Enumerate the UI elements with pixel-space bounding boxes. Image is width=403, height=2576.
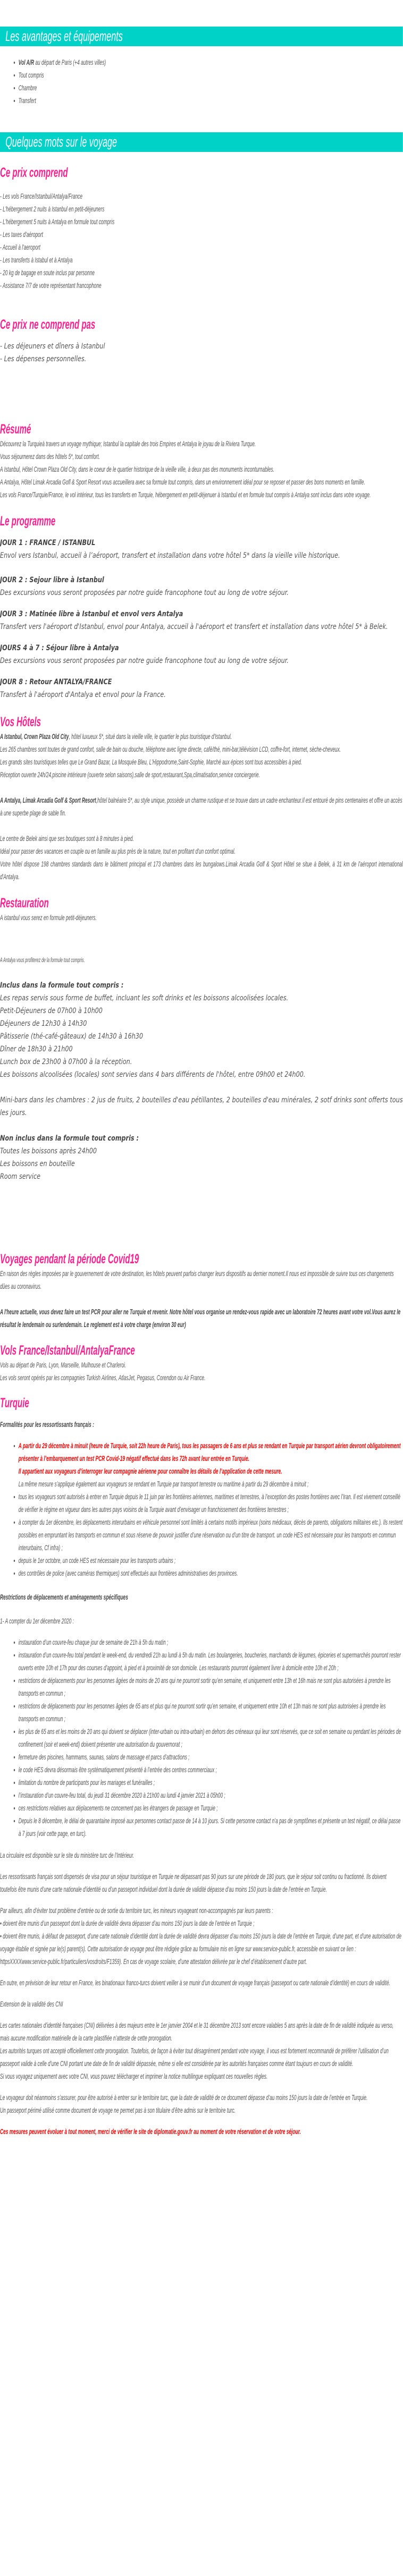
day-title: JOUR 8 : Retour ANTALYA/FRANCE — [0, 678, 112, 686]
day-title: JOUR 2 : Sejour libre à Istanbul — [0, 576, 104, 584]
advantage-text: au départ de Paris (+4 autres villes) — [34, 58, 106, 66]
list-item: • l’instauration d’un couvre-feu total, du jeudi 31 décembre 2020 à 21h00 au lundi 4 janvier 2021 à 05h00 ; — [19, 1789, 403, 1801]
list-item: • à compter du 1er décembre, les déplacements interurbains en véhicule personnel sont limités à certains motifs impérieux (soins médicaux, décès de parents, obligations militaires etc.). Ils restent possibles en empruntant les transports en commun et sous réserve de pouvoir justifier d’une réservation ou d’un titre de transport. un code HES est nécessaire pour les transports en commun interurbains, Cf infra) ; — [19, 1516, 403, 1554]
list-item: • le code HES devra désormais être systématiquement présenté à l’entrée des centres commerciaux ; — [19, 1763, 403, 1776]
traveler-text: Le voyageur doit néanmoins s’assurer, pour être autorisé à entrer sur le territoire turc, que la date de validité de ce document dépasse d’au moins 150 jours la date de l’entrée en Turquie. — [0, 2093, 368, 2102]
list-item: - L'hébergement 5 nuits à Antalya en formule tout compris — [0, 217, 115, 226]
covid-text: En raison des règles imposées par le gouvernement de votre destination, les hôtels peuvent parfois changer leurs dispositifs au dernier moment.Il nous est impossible de suivre tous ces changements dûes au coronavirus. — [0, 1269, 394, 1290]
program-title: Le programme — [0, 514, 56, 529]
traveler-text: Un passeport périmé utilisé comme document de voyage ne permet pas à son titulaire d’être admis sur le territoire turc. — [0, 2106, 236, 2114]
advantages-list — [0, 56, 403, 107]
day-text: Des excursions vous seront proposées par notre guide francophone tout au long de votre séjour. — [0, 657, 289, 665]
list-item: - Accueil à l'aeroport — [0, 243, 40, 251]
hotel-text: Votre hôtel dispose 198 chambres standards dans le bâtiment principal et 173 chambres dans les bungalows.Limak Arcadia Golf & Sport Hôtel se situe à Belek, à 31 km de l'aéroport international d'Antalya. — [0, 860, 403, 881]
restrictions-title: Restrictions de déplacements et aménagements spécifiques — [0, 1593, 128, 1601]
list-item: - Les vols France/Istanbul/Antalya/France — [0, 192, 83, 200]
advantage-bold: Vol A/R — [18, 58, 35, 66]
summary-title: Résumé — [0, 422, 31, 437]
formalities-label: Formalités pour les ressortissants français : — [0, 1420, 94, 1429]
list-item: • Chambre — [19, 81, 403, 94]
cni-text: Les cartes nationales d’identité françaises (CNI) délivrées à des majeurs entre le 1er janvier 2004 et le 31 décembre 2013 sont encore valables 5 ans après la date de fin de validité indiquée au verso, mais aucune modification matérielle de la carte plastifiée n’atteste de cette prorogation. — [0, 2021, 394, 2042]
program-day — [0, 642, 403, 667]
visa-text: Les ressortissants français sont dispensés de visa pour un séjour touristique en Turquie ne dépassant pas 90 jours sur une période de 180 jours, que le séjour soit continu ou fractionné. Ils doivent toutefois être munis d’une carte nationale d’identité ou d’un passeport individuel dont la durée de validité dépasse d’au moins 150 jours la date de l’entrée en Turquie. — [0, 1872, 387, 1893]
program-day — [0, 676, 403, 701]
restauration-antalya: A Antalya vous profiterez de la formule tout compris. — [0, 957, 85, 964]
summary-paragraph: Vous séjournerez dans des hôtels 5*, tout comfort. — [0, 452, 100, 461]
list-item: • depuis le 1er octobre, un code HES est nécessaire pour les transports urbains ; — [19, 1554, 403, 1567]
restauration-details — [0, 979, 403, 1183]
summary-section — [0, 421, 403, 529]
minibar-text: Mini-bars dans les chambres : 2 jus de fruits, 2 bouteilles d'eau pétillantes, 2 bouteilles d'eau minérales, 2 sotf drinks sont offerts tous les jours. — [0, 1096, 403, 1117]
restauration-title: Restauration — [0, 896, 49, 911]
hotel-text: Les grands sites touristiques telles que Le Grand Bazar, La Mosquée Bleu, L'Hippodrome,Saint-Sophie, Marché aux épices sont tous accessibles à pied. — [0, 758, 303, 766]
list-item: • Tout compris — [19, 69, 403, 81]
warning-text: Ces mesures peuvent évoluer à tout moment, merci de vérifier le site de diplomatie.gouv.fr au moment de votre réservation et de votre séjour. — [0, 2127, 301, 2136]
hotel-name: A Antalya, Limak Arcadia Golf & Sport Resort — [0, 796, 96, 804]
flights-text: Vols au départ de Paris, Lyon, Marseille, Mulhouse et Charleroi. — [0, 1361, 127, 1369]
restrictions-list — [0, 1636, 403, 1840]
cni-text: Si vous voyagez uniquement avec votre CNI, vous pouvez télécharger et imprimer la notice multilingue expliquant ces nouvelles règles. — [0, 2072, 268, 2080]
circulaire-text: La circulaire est disponible sur le site du ministère turc de l’Intérieur. — [0, 1851, 135, 1859]
program-day — [0, 608, 403, 633]
list-item: • fermeture des piscines, hammams, saunas, salons de massage et parcs d’attractions ; — [19, 1750, 403, 1763]
hotel-antalya — [0, 794, 403, 819]
flights-text: Les vols seront opérés par les compagnies Turkish Airlines, AtlasJet, Pegasus, Corendon ou Air France. — [0, 1373, 206, 1382]
formalities-list — [0, 1439, 403, 1579]
excluded-item: Les boissons en bouteille — [0, 1160, 75, 1168]
minors-item: • doivent être munis d’un passeport dont la durée de validité devra dépasser d’au moins 150 jours la date de l’entrée en Turquie ; — [0, 1919, 255, 1927]
list-item: - Les déjeuners et dîners à Istanbul — [0, 342, 105, 351]
summary-paragraph: Les vols France/Turquie/France, le vol intérieur, tous les transferts en Turquie, hébergement en petit-déjenuer à Istanbul et en formule tout compris à Antalya sont inclus dans votre voyage. — [0, 490, 371, 499]
binationals-text: En outre, en prévision de leur retour en France, les binationaux franco-turcs doivent veiller à se munir d’un document de voyage français (passeport ou carte nationale d’identité) en cours de validité. — [0, 1978, 391, 1987]
list-item: • tous les voyageurs sont autorisés à entrer en Turquie depuis le 11 juin par les frontières aériennes, maritimes et terrestres, à l’exception des postes frontières avec l’Iran. Il est vivement conseillé de vérifier le régime en vigueur dans les autres pays voisins de la Turquie avant d’envisager un franchissement des frontières terrestres ; — [19, 1490, 403, 1516]
list-item: • Transfert — [19, 94, 403, 107]
summary-paragraph: A Istanbul, Hôtel Crown Plaza Old City, dans le coeur de le quartier historique de la vieille ville, à deux pas des monuments inconturnables. — [0, 465, 274, 473]
day-title: JOUR 3 : Matinée libre à Istanbul et envol vers Antalya — [0, 610, 183, 618]
included-item: Pâtisserie (thé-café-gâteaux) de 14h30 à 16h30 — [0, 1032, 144, 1041]
info-section — [0, 1251, 403, 2138]
minors-item: • doivent être munis, à défaut de passeport, d’une carte nationale d’identité dont la durée de validité devra dépasser d’au moins 150 jours la date de l’entrée en Turquie, d’une part, et d’une autorisation de voyage établie et signée par le(s) parent(s). Cette autorisation de voyage peut être rédigée grâce au formulaire mis en ligne sur www.service-public.fr, accessible en suivant ce lien : httpsXXXXwww.service-public.fr/particuliers/vosdroits/F1359). En cas de voyage scolaire, d’une attestation délivrée par le chef d’établissement d’autre part. — [0, 1932, 402, 1966]
restauration-istanbul: A istanbul vous serez en formule petit-déjeuners. — [0, 913, 97, 922]
day-title: JOUR 1 : FRANCE / ISTANBUL — [0, 539, 96, 547]
summary-paragraph: A Antalya, Hôtel Limak Arcadia Gofl & Sport Resort vous accueillera avec sa formule tout compris, dans un environnement idéal pour se reposer et passer des bons moments en famille. — [0, 478, 365, 486]
list-item: • restrictions de déplacements pour les personnes âgées de 65 ans et plus qui ne pourront sortir qu’en semaine, et uniquement entre 10h et 13h mais ne sont plus autorisées à prendre les transports en commun ; — [19, 1699, 403, 1725]
hotels-title: Vos Hôtels — [0, 715, 41, 729]
alert-text: Il appartient aux voyageurs d’interroger leur compagnie aérienne pour connaître les détails de l’application de cette mesure. — [18, 1467, 282, 1475]
hotel-text: , hôtel luxueux 5*, situé dans la vieille ville, le quartier le plus touristique d'Istanbul. — [69, 732, 232, 741]
minors-intro: Par ailleurs, afin d’éviter tout problème d’entrée ou de sortie du territoire turc, les mineurs voyageant non-accompagnés par leurs parents : — [0, 1906, 273, 1915]
included-title: Inclus dans la formule tout compris : — [0, 981, 124, 990]
list-item: • limitation du nombre de participants pour les mariages et funérailles ; — [19, 1776, 403, 1789]
list-item: • ces restrictions relatives aux déplacements ne concernent pas les étrangers de passage en Turquie ; — [19, 1801, 403, 1814]
hotel-name: A Istanbul, Crown Plaza Old City — [0, 732, 69, 741]
covid-title: Voyages pendant la période Covid19 — [0, 1252, 139, 1266]
list-item: - L'hébergement 2 nuits à Istanbul en petit-déjeuners — [0, 205, 105, 213]
included-item: Dîner de 18h30 à 21h00 — [0, 1045, 73, 1053]
summary-paragraph: Découvrez la Turquieà travers un voyage mythique; Istanbul la capitale des trois Empires et Antalya le joyau de la Riviera Turque. — [0, 439, 256, 448]
program-day — [0, 574, 403, 599]
advantages-section — [0, 27, 403, 333]
hotel-text: Réception ouverte 24h/24,piscine intérieure (ouverte selon saisons),salle de sport,restaurant,Spa,climatisation,service conciergerie. — [0, 770, 260, 779]
cni-title: Extension de la validité des CNI — [0, 2000, 63, 2008]
list-item — [19, 56, 403, 69]
list-item: • Depuis le 8 décembre, le délai de quarantaine imposé aux personnes contact passe de 14 à 10 jours. Si cette personne contact n’a pas de symptômes et présente un test négatif, ce délai passe à 7 jours (voir cette page, en turc). — [19, 1814, 403, 1840]
hotels-section — [0, 714, 403, 967]
list-item: - Assistance 7/7 de votre représentant francophone — [0, 281, 102, 290]
alert-text: A partir du 29 décembre à minuit (heure de Turquie, soit 22h heure de Paris), tous les passagers de 6 ans et plus se rendant en Turquie par transport aérien devront obligatoirement présenter à l’embarquement un test PCR Covid-19 négatif effectué dans les 72h avant leur entrée en Turquie. — [18, 1441, 401, 1463]
flights-title: Vols France/Istanbul/AntalyaFrance — [0, 1343, 135, 1358]
program-day — [0, 537, 403, 562]
covid-pcr-notice: A l'heure actuelle, vous devez faire un test PCR pour aller ne Turquie et revenir. Notre hôtel vous organise un rendez-vous rapide avec un laboratoire 72 heures avant votre vol.Vous aurez le résultat le lendemain ou surlendemain. Le reglement est à votre charge (environ 30 eur) — [0, 1307, 401, 1329]
included-item: Les boissons alcoolisées (locales) sont servies dans 4 bars différents de l'hôtel, entre 09h00 et 24h00. — [0, 1070, 306, 1079]
day-text: Envol vers Istanbul, accueil à l’aéroport, transfert et installation dans votre hôtel 5* dans la vieille ville historique. — [0, 551, 340, 560]
day-text: Transfert vers l'aéroport d'Istanbul, envol pour Antalya, accueil à l'aéroport et transfert et installation dans votre hôtel 5* à Belek. — [0, 623, 388, 631]
list-item: - Les dépenses personnelles. — [0, 355, 87, 363]
hotel-text: Les 265 chambres sont toutes de grand confort, salle de bain ou douche, téléphone avec ligne directe, café/thé, mini-bar,télévision LCD, coffre-fort, internet, sèche-cheveux. — [0, 745, 341, 753]
hotel-istanbul — [0, 730, 403, 743]
list-item: - 20 kg de bagage en soute inclus par personne — [0, 268, 95, 277]
formality-text: La même mesure s’applique également aux voyageurs se rendant en Turquie par transport terrestre ou maritime à partir du 29 décembre à minuit ; — [18, 1480, 309, 1488]
list-item: • instauration d’un couvre-feu total pendant le week-end, du vendredi 21h au lundi à 5h du matin. Les boulangeries, boucheries, marchands de légumes, épiceries et supermarchés pourront rester ouverts entre 10h et 17h pour des courses d’appoint, à pied et à proximité de son domicile. Les restaurants pourront également livrer à domicile entre 10h et 20h ; — [19, 1648, 403, 1674]
list-item: - Les transferts à Istabul et à Antalya — [0, 256, 73, 264]
includes-list — [0, 190, 403, 292]
excludes-title: Ce prix ne comprend pas — [0, 317, 96, 332]
day-title: JOURS 4 à 7 : Séjour libre à Antalya — [0, 644, 119, 652]
list-item: • instauration d’un couvre-feu chaque jour de semaine de 21h à 5h du matin ; — [19, 1636, 403, 1648]
list-item: • restrictions de déplacements pour les personnes âgées de moins de 20 ans qui ne pourront sortir qu’en semaine, et uniquement entre 13h et 16h mais ne sont plus autorisées à prendre les transports en commun ; — [19, 1674, 403, 1699]
cni-text: Les autorités turques ont accepté officiellement cette prorogation. Toutefois, de façon à éviter tout désagrément pendant votre voyage, il vous est fortement recommandé de préférer l’utilisation d’un passeport valide à celle d’une CNI portant une date de fin de validité dépassée, même si elle est considérée par les autorités françaises comme étant toujours en cours de validité. — [0, 2046, 389, 2068]
list-item — [19, 1439, 403, 1490]
included-item: Lunch box de 23h00 à 07h00 à la réception. — [0, 1058, 132, 1066]
excluded-title: Non inclus dans la formule tout compris : — [0, 1134, 139, 1143]
included-item: Petit-Déjeuners de 07h00 à 10h00 — [0, 1007, 103, 1015]
hotel-text: Le centre de Belek ainsi que ses boutiques sont à 8 minutes à pied. — [0, 834, 134, 843]
program-days — [0, 537, 403, 701]
excluded-item: Room service — [0, 1172, 41, 1181]
about-title: Quelques mots sur le voyage — [0, 132, 403, 152]
excludes-list — [0, 340, 403, 365]
list-item: • les plus de 65 ans et les moins de 20 ans qui doivent se déplacer (inter-urbain ou intra-urbain) en dehors des créneaux qui leur sont réservés, que ce soit en semaine ou pendant les périodes de confinement (soir et week-end) doivent présenter une autorisation du gouvernorat ; — [19, 1725, 403, 1750]
included-item: Déjeuners de 12h30 à 14h30 — [0, 1019, 87, 1028]
day-text: Des excursions vous seront proposées par notre guide francophone tout au long de votre séjour. — [0, 589, 289, 597]
hotel-text: Idéal pour passer des vacances en couple ou en famille au plus près de la nature, tout en profitant d'un confort optimal. — [0, 847, 236, 855]
included-item: Les repas servis sous forme de buffet, incluant les soft drinks et les boissons alcoolisées locales. — [0, 994, 289, 1002]
list-item: • des contrôles de police (avec caméras thermiques) sont effectués aux frontières administratives des provinces. — [19, 1567, 403, 1579]
list-item: - Les taxes d'aéroport — [0, 230, 43, 239]
excluded-item: Toutes les boissons après 24h00 — [0, 1147, 97, 1155]
hotel-text: ,hôtel balnéaire 5*, au style unique, possède un charme rustique et se trouve dans un cadre enchanteur.Il est entouré de pins centenaires et offre un accès à une superbe plage de sable fin. — [0, 796, 402, 817]
advantages-title: Les avantages et équipements — [0, 27, 403, 46]
day-text: Transfert à l'aéroport d'Antalya et envol pour la France. — [0, 691, 166, 699]
includes-title: Ce prix comprend — [0, 165, 68, 180]
turkey-title: Turquie — [0, 1396, 29, 1410]
restrictions-date: 1- A compter du 1er décembre 2020 : — [0, 1617, 74, 1625]
